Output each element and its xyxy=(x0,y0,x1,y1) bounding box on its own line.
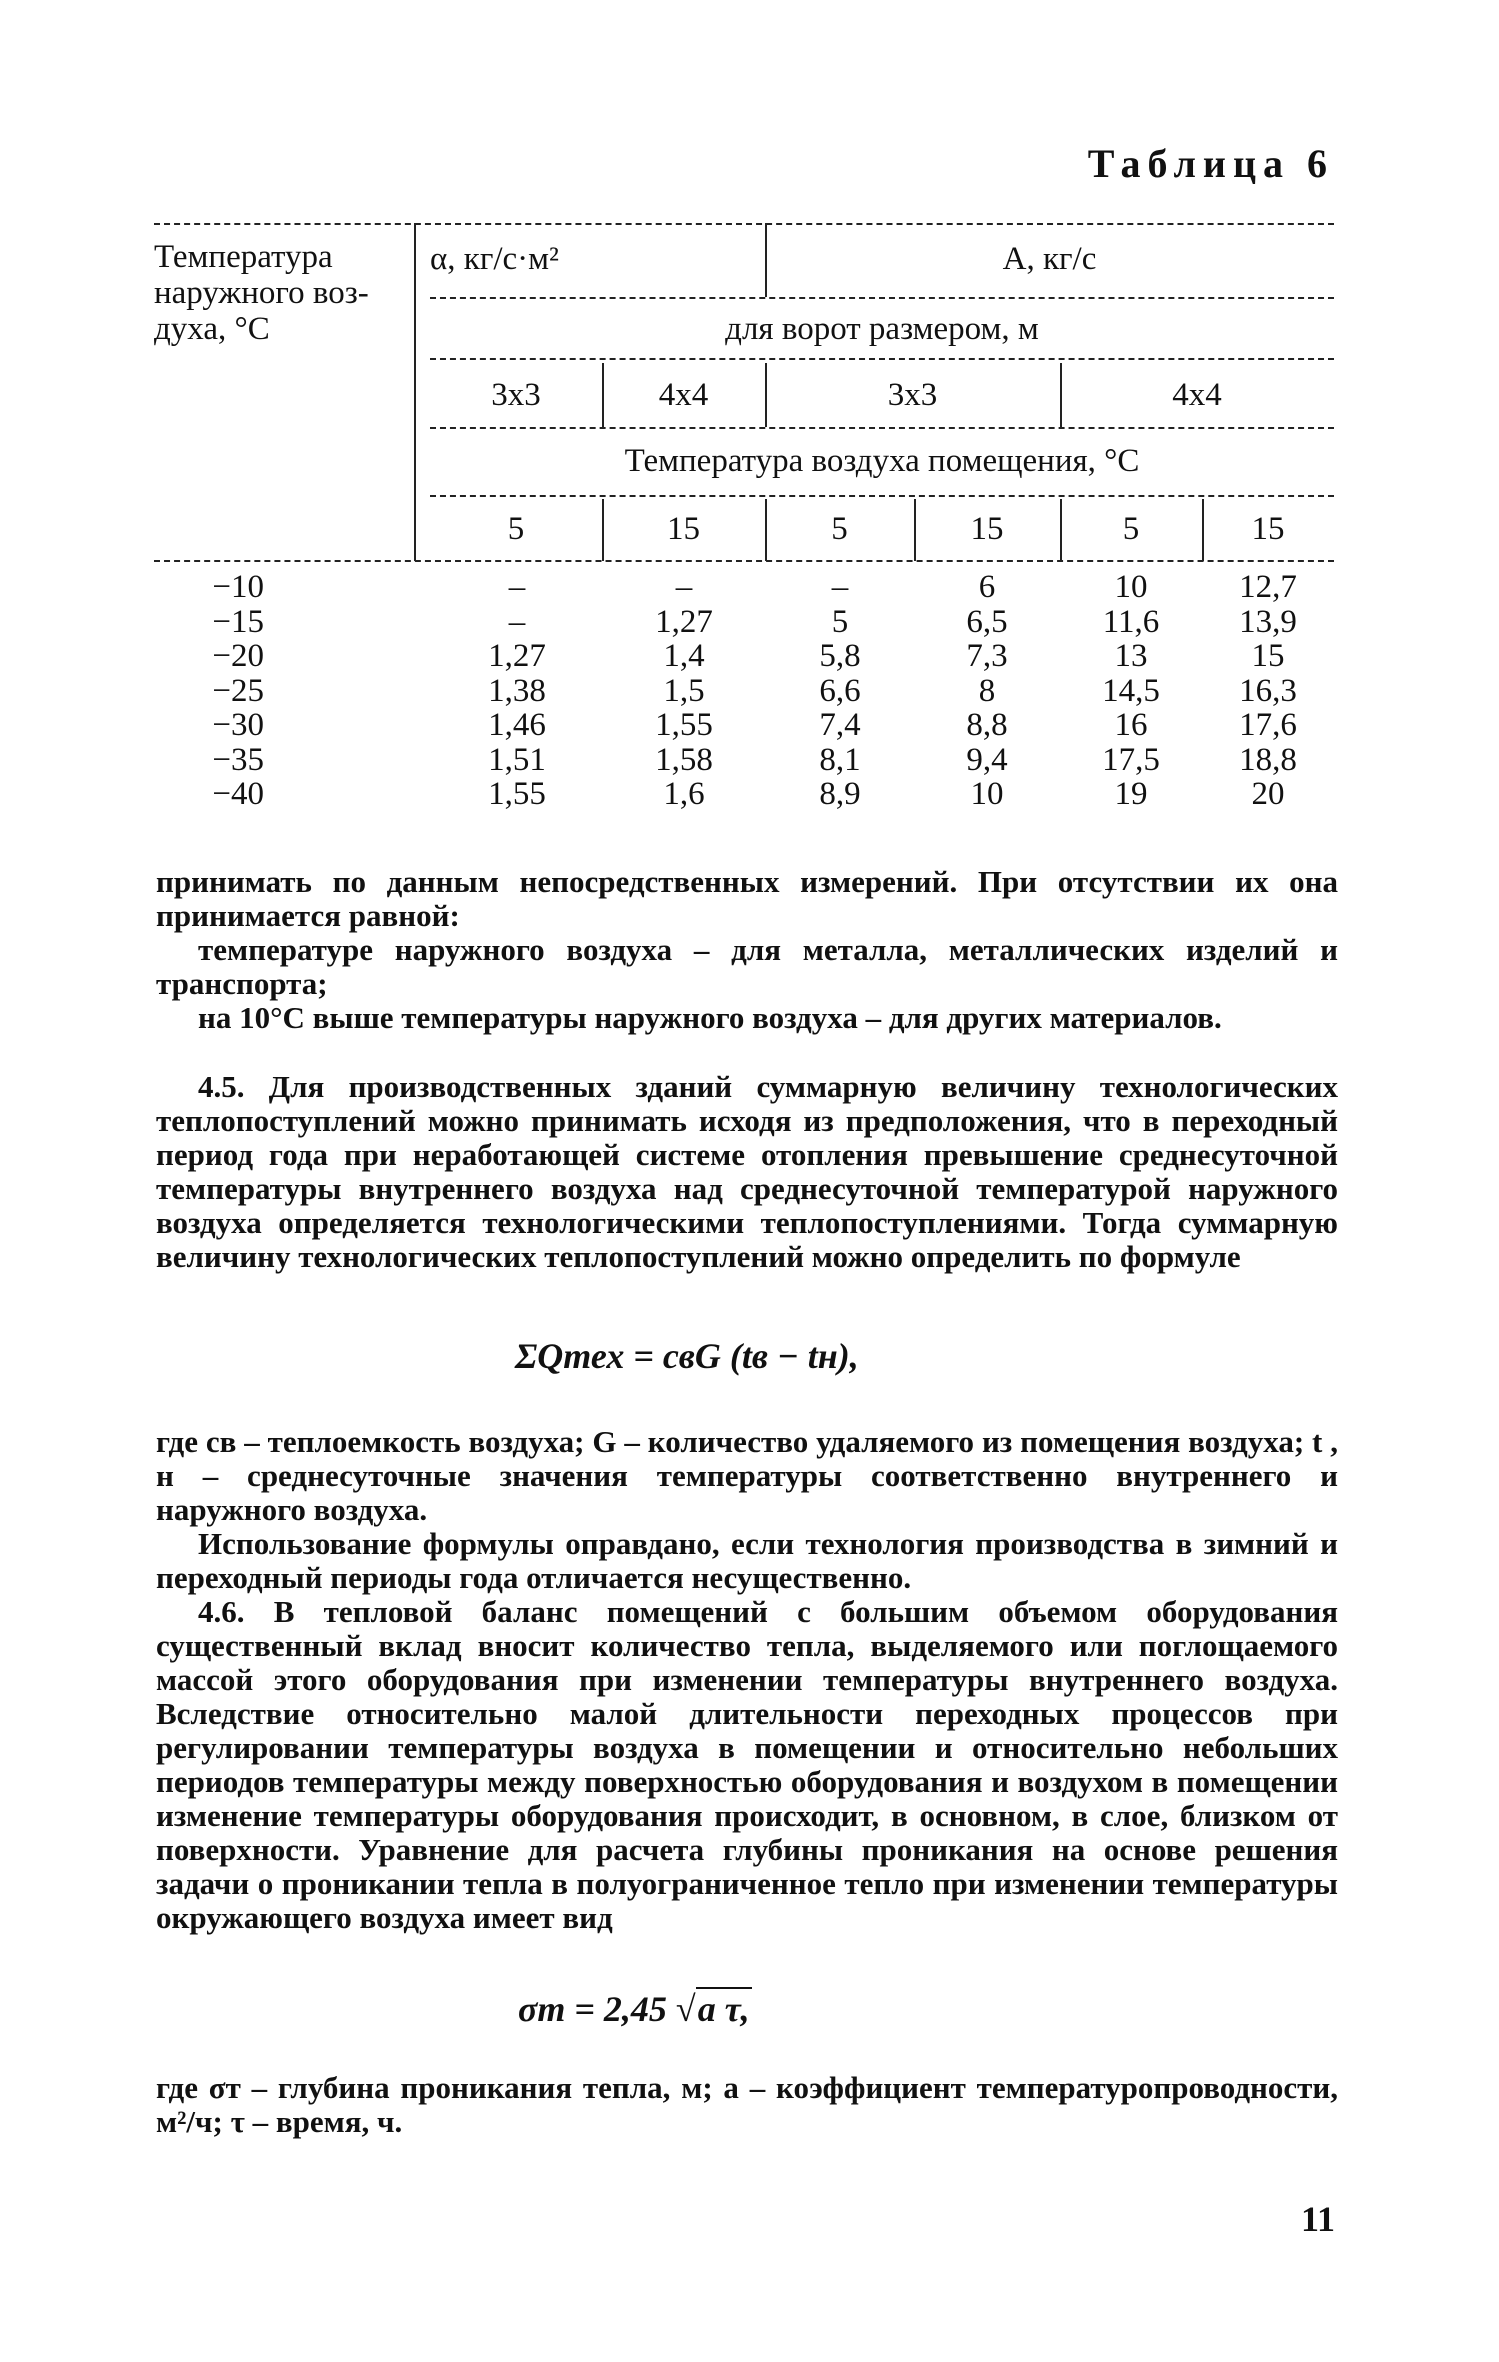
table-cell: 13,9 xyxy=(1239,603,1297,640)
table-cell: 17,6 xyxy=(1239,707,1297,743)
table-cell: 1,6 xyxy=(663,776,705,812)
sqrt-sign: √ xyxy=(675,1989,696,2029)
table-cell: – xyxy=(508,569,526,605)
table-cell: 17,5 xyxy=(1102,741,1160,778)
table-header-bottom-rule xyxy=(154,560,1334,562)
table-cell: 15 xyxy=(1251,638,1285,674)
table-cell: 6,6 xyxy=(819,672,861,709)
paragraph: где cв – теплоемкость воздуха; G – количество удаляемого из помещения воздуха; t , н – среднесуточные значения температуры соответственно внутреннего и наружного воздуха. xyxy=(156,1424,1338,1527)
formula-heat-input: ΣQтех = cвG (tв − tн), xyxy=(515,1336,859,1376)
temp-label: 5 xyxy=(831,511,848,547)
temp-label: 5 xyxy=(1122,511,1140,547)
temp-label: 15 xyxy=(970,511,1004,547)
table-cell: 13 xyxy=(1114,638,1148,674)
table-cell: 7,3 xyxy=(966,638,1008,674)
table-cell: 20 xyxy=(1251,776,1285,812)
sqrt-radicand: a τ, xyxy=(697,1989,750,2029)
row-temperature: −20 xyxy=(212,638,264,674)
table-cell: 6 xyxy=(978,569,996,605)
table-cell: – xyxy=(831,569,849,605)
paragraph-4-6: 4.6. В тепловой баланс помещений с большим объемом оборудования существенный вклад вносит количество тепла, выделяемого или поглощаемого массой этого оборудования при изменении температуры внутреннего воздуха. Вследствие относительно малой длительности переходных процессов при регулировании температуры воздуха в помещении и относительно небольших периодов температуры между поверхностью оборудования и воздухом в помещении изменение температуры оборудования происходит, в основном, в слое, близком от поверхности. Уравнение для расчета глубины проникания на основе решения задачи о проникании тепла в полуограниченное тепло при изменении температуры окружающего воздуха имеет вид xyxy=(156,1594,1338,1935)
size-label: 4х4 xyxy=(1172,377,1222,413)
table-top-rule xyxy=(154,223,1334,225)
table-cell: 1,4 xyxy=(663,638,705,674)
paragraph-4-5: 4.5. Для производственных зданий суммарную величину технологических теплопоступлений можно принимать исходя из предположения, что в переходный период года при неработающей системе отопления превышение среднесуточной температуры внутреннего воздуха над среднесуточной температурой наружного воздуха определяется технологическими теплопоступлениями. Тогда суммарную величину технологических теплопоступлений можно определить по формуле xyxy=(156,1069,1338,1274)
table-rule xyxy=(430,358,1334,360)
table-cell: 1,27 xyxy=(655,603,713,640)
table-rule xyxy=(430,427,1334,429)
paragraph: на 10°С выше температуры наружного воздуха – для других материалов. xyxy=(198,1000,1222,1035)
table-cell: 1,55 xyxy=(488,776,546,812)
table-cell: 1,46 xyxy=(488,707,546,743)
stub-header-line: наружного воз- xyxy=(154,275,369,311)
size-label: 3х3 xyxy=(491,377,541,413)
table-cell: 10 xyxy=(970,776,1004,812)
table-cell: 18,8 xyxy=(1239,741,1297,778)
row-temperature: −35 xyxy=(212,741,264,778)
paragraph: где σт – глубина проникания тепла, м; a – коэффициент температуропроводности, м²/ч; τ – время, ч. xyxy=(156,2070,1338,2139)
table-cell: 1,38 xyxy=(488,672,546,709)
row-temperature: −25 xyxy=(212,672,264,709)
table-cell: 12,7 xyxy=(1239,569,1297,605)
table-rule xyxy=(430,495,1334,497)
table-rule xyxy=(430,297,1334,299)
temp-label: 15 xyxy=(667,511,700,547)
table-cell: 5,8 xyxy=(819,638,861,674)
table-cell: 1,58 xyxy=(655,741,713,778)
alpha-header: α, кг/с·м² xyxy=(430,241,559,277)
table-cell: 19 xyxy=(1114,776,1148,812)
table-cell: 16 xyxy=(1114,707,1148,743)
temp-label: 15 xyxy=(1251,511,1285,547)
table-cell: 8,1 xyxy=(819,741,861,778)
row-temperature: −30 xyxy=(212,707,264,743)
room-temp-header: Температура воздуха помещения, °С xyxy=(624,443,1140,479)
size-label: 4х4 xyxy=(658,377,709,413)
row-temperature: −10 xyxy=(212,569,264,605)
formula-left-part: σт = 2,45 xyxy=(518,1989,667,2029)
table-cell: 16,3 xyxy=(1239,672,1297,709)
table-cell: 11,6 xyxy=(1102,603,1160,640)
table-cell: 8 xyxy=(978,672,996,709)
stub-header-line: духа, °С xyxy=(154,311,270,347)
table-cell: 8,9 xyxy=(819,776,861,812)
table-cell: 9,4 xyxy=(966,741,1008,778)
table-cell: 10 xyxy=(1114,569,1148,605)
size-label: 3х3 xyxy=(887,377,938,413)
paragraph: принимать по данным непосредственных измерений. При отсутствии их она принимается равной: xyxy=(156,864,1338,933)
paragraph: температуре наружного воздуха – для металла, металлических изделий и транспорта; xyxy=(156,932,1338,1001)
table-cell: 5 xyxy=(831,603,849,640)
table-cell: 1,5 xyxy=(663,672,705,709)
table-cell: 14,5 xyxy=(1102,672,1160,709)
A-header: A, кг/с xyxy=(1002,241,1097,277)
paragraph: Использование формулы оправдано, если технология производства в зимний и переходный периоды года отличается несущественно. xyxy=(156,1526,1338,1595)
table-cell: – xyxy=(675,569,693,605)
table-cell: 7,4 xyxy=(819,707,861,743)
table-cell: 1,27 xyxy=(488,638,546,674)
table-stub-divider xyxy=(414,223,416,561)
gate-size-header: для ворот размером, м xyxy=(725,311,1039,347)
table-cell: 1,55 xyxy=(655,707,713,743)
data-table xyxy=(154,215,1334,812)
table-cell: 1,51 xyxy=(488,741,546,778)
table-caption: Таблица 6 xyxy=(1087,141,1334,186)
page-number: 11 xyxy=(1300,2199,1335,2239)
row-temperature: −15 xyxy=(212,603,264,640)
stub-header-line: Температура xyxy=(154,239,333,275)
table-cell: 8,8 xyxy=(966,707,1008,743)
temp-label: 5 xyxy=(507,511,525,547)
row-temperature: −40 xyxy=(212,776,264,812)
table-cell: 6,5 xyxy=(966,603,1008,640)
table-cell: – xyxy=(508,603,526,640)
formula-penetration-depth xyxy=(518,1988,752,2030)
